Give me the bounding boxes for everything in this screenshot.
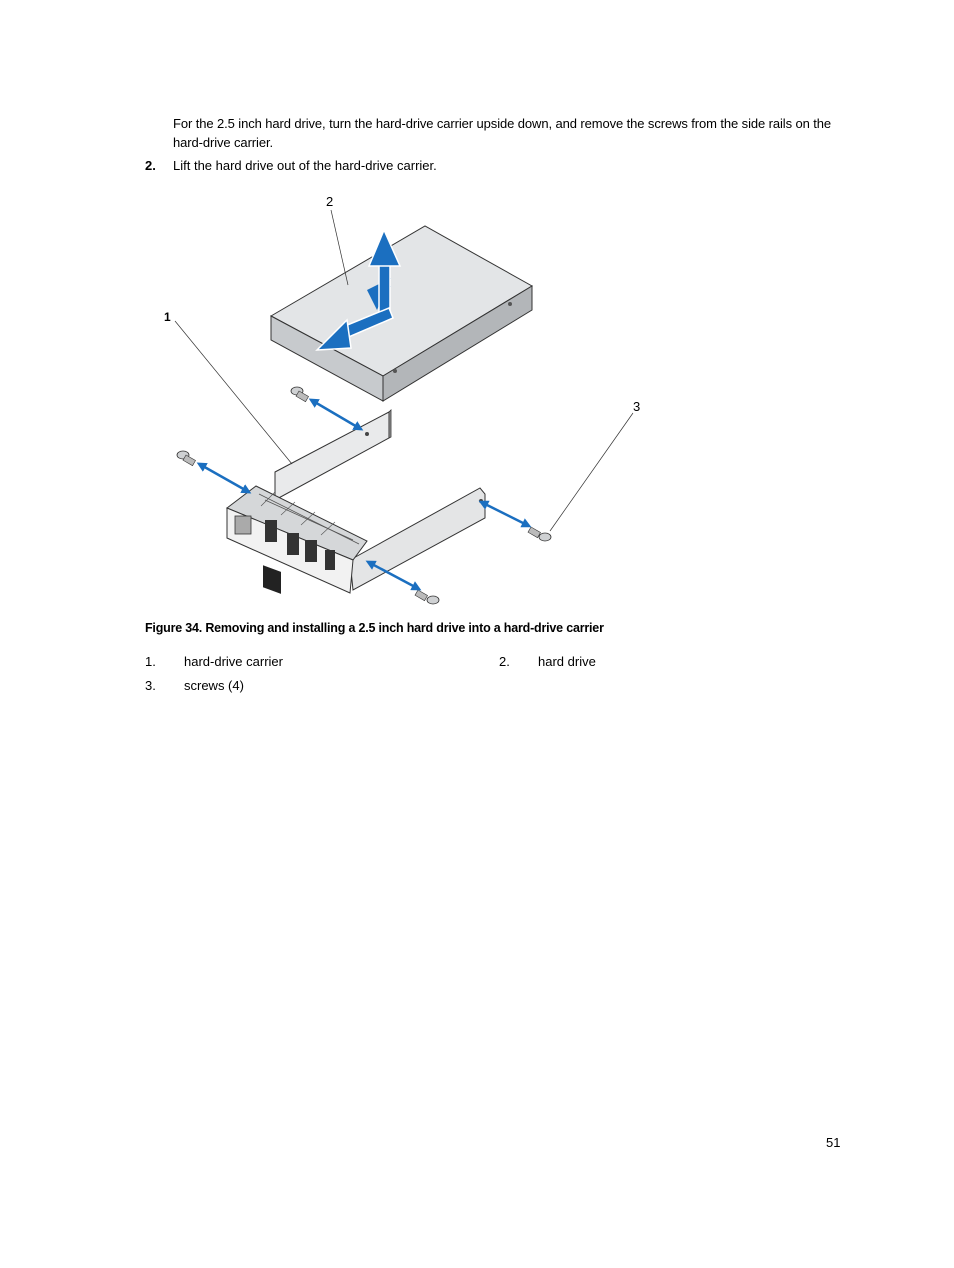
page-number: 51 xyxy=(826,1135,841,1150)
legend-label: hard drive xyxy=(538,654,596,669)
legend-label: hard-drive carrier xyxy=(184,654,283,669)
hard-drive-carrier-illustration xyxy=(155,188,675,614)
legend-number: 2. xyxy=(499,654,510,669)
screw-right xyxy=(528,527,551,541)
screw-top xyxy=(291,387,309,402)
intro-paragraph: For the 2.5 inch hard drive, turn the hard-drive carrier upside down, and remove the screws from the side rails on the hard-drive carrier. xyxy=(173,116,832,150)
legend-number: 1. xyxy=(145,654,156,669)
hard-drive-shape xyxy=(271,226,532,401)
legend-number: 3. xyxy=(145,678,156,693)
figure-caption: Figure 34. Removing and installing a 2.5 inch hard drive into a hard-drive carrier xyxy=(145,621,604,635)
callout-2: 2 xyxy=(326,194,334,209)
step-number: 2. xyxy=(145,158,156,173)
step-text: Lift the hard drive out of the hard-drive carrier. xyxy=(173,158,437,173)
callout-3: 3 xyxy=(633,399,641,414)
carrier-rail-front xyxy=(350,488,485,590)
carrier-handle xyxy=(227,486,367,594)
screw-left xyxy=(177,451,196,466)
legend-label: screws (4) xyxy=(184,678,244,693)
carrier-rail-back xyxy=(275,410,391,500)
callout-1: 1 xyxy=(164,310,171,324)
screw-bottom xyxy=(415,590,439,604)
